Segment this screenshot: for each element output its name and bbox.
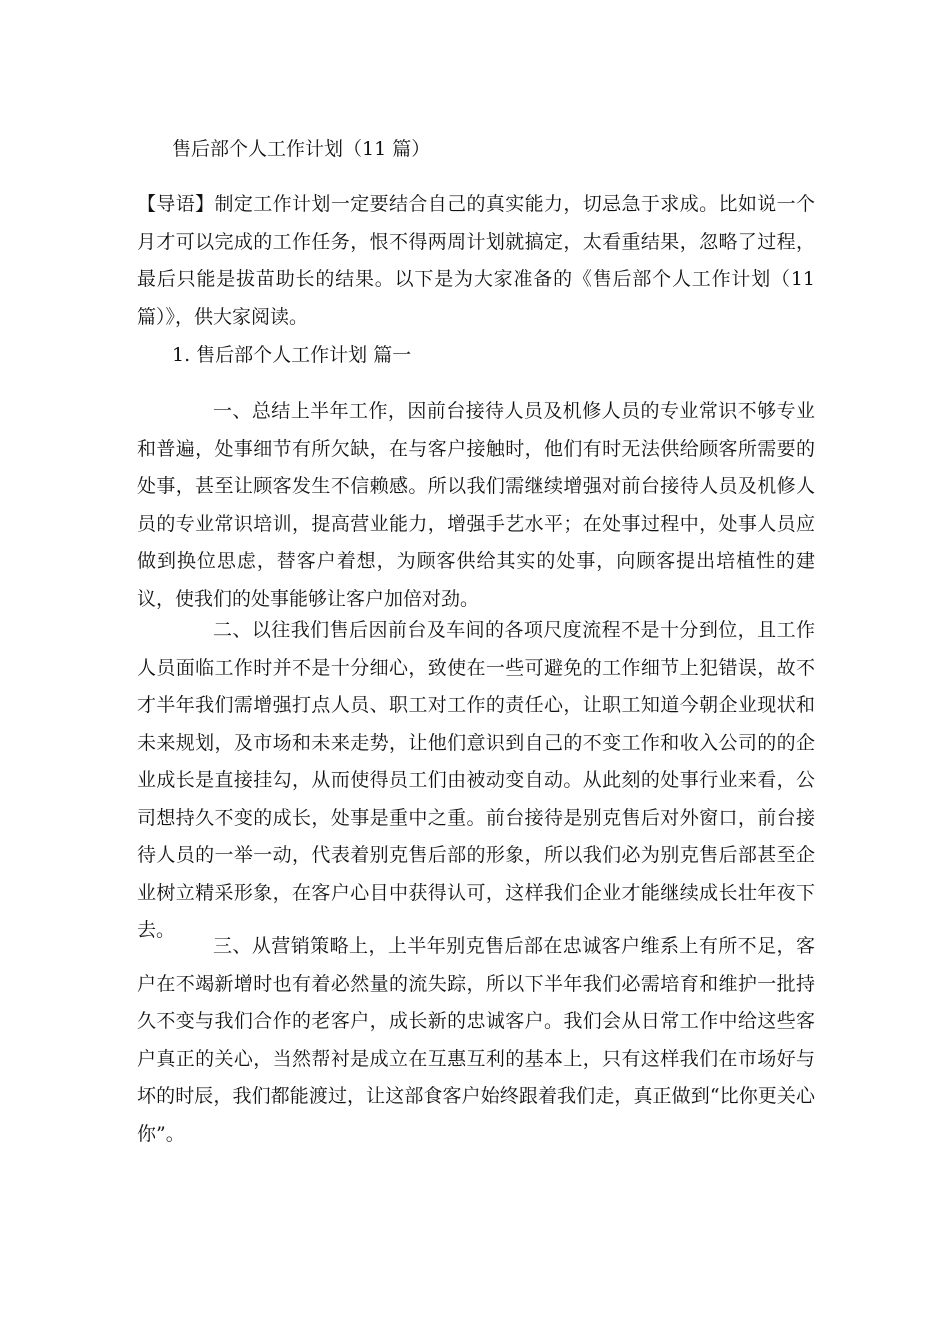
body-paragraph-3: 三、从营销策略上，上半年别克售后部在忠诚客户维系上有所不足，客户在不竭新增时也有着必然量的流失踪，所以下半年我们必需培育和维护一批持久不变与我们合作的老客户，成长新的忠诚客户。我们会从日常工作中给这些客户真正的关心，当然帮衬是成立在互惠互利的基本上，只有这样我们在市场好与坏的时辰，我们都能渡过，让这部食客户始终跟着我们走，真正做到“比你更关心你”。 bbox=[137, 935, 815, 1145]
section-heading: 1. 售后部个人工作计划 篇一 bbox=[172, 344, 412, 366]
intro-paragraph: 【导语】制定工作计划一定要结合自己的真实能力，切忌急于求成。比如说一个月才可以完成的工作任务，恨不得两周计划就搞定，太看重结果，忽略了过程，最后只能是拔苗助长的结果。以下是为大家准备的《售后部个人工作计划（11 篇）》，供大家阅读。 bbox=[137, 193, 815, 328]
body-paragraph-2: 二、以往我们售后因前台及车间的各项尺度流程不是十分到位，且工作人员面临工作时并不是十分细心，致使在一些可避免的工作细节上犯错误，故不才半年我们需增强打点人员、职工对工作的责任心，让职工知道今朝企业现状和未来规划，及市场和未来走势，让他们意识到自己的不变工作和收入公司的的企业成长是直接挂勾，从而使得员工们由被动变自动。从此刻的处事行业来看，公司想持久不变的成长，处事是重中之重。前台接待是别克售后对外窗口，前台接待人员的一举一动，代表着别克售后部的形象，所以我们必为别克售后部甚至企业树立精采形象，在客户心目中获得认可，这样我们企业才能继续成长壮年夜下去。 bbox=[137, 619, 815, 941]
body-paragraph-1: 一、总结上半年工作，因前台接待人员及机修人员的专业常识不够专业和普遍，处事细节有所欠缺，在与客户接触时，他们有时无法供给顾客所需要的处事，甚至让顾客发生不信赖感。所以我们需继续增强对前台接待人员及机修人员的专业常识培训，提高营业能力，增强手艺水平；在处事过程中，处事人员应做到换位思虑，替客户着想，为顾客供给其实的处事，向顾客提出培植性的建议，使我们的处事能够让客户加倍对劲。 bbox=[137, 400, 815, 610]
document-title: 售后部个人工作计划（11 篇） bbox=[172, 138, 431, 160]
